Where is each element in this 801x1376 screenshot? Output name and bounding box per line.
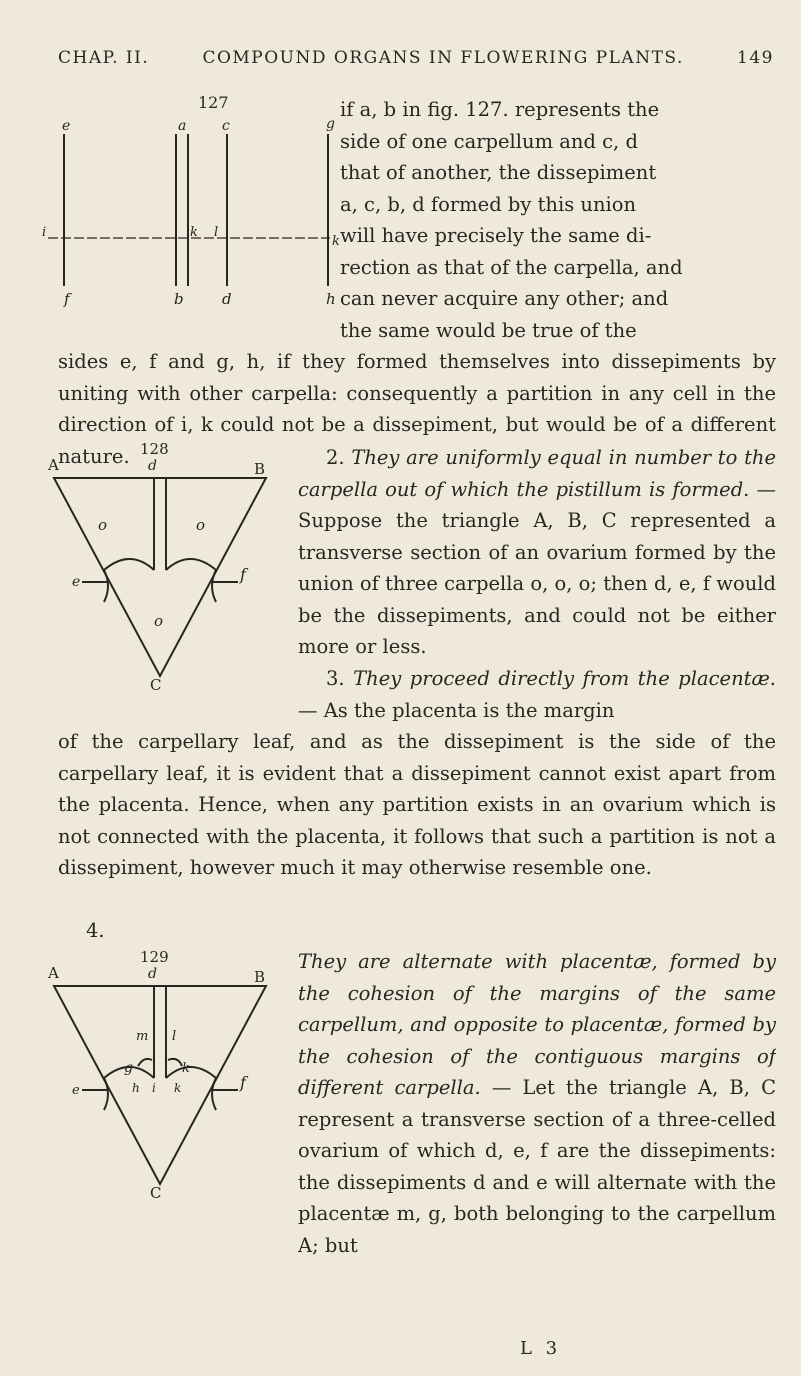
fig129-number: 129 xyxy=(140,948,169,966)
text-line: can never acquire any other; and xyxy=(340,287,669,310)
svg-text:B: B xyxy=(254,460,266,478)
svg-text:l: l xyxy=(214,225,219,240)
svg-text:o: o xyxy=(196,516,206,534)
paragraph-1-side xyxy=(340,94,776,346)
svg-text:d: d xyxy=(222,290,232,308)
fig128-number: 128 xyxy=(140,440,169,458)
svg-text:f: f xyxy=(240,565,246,584)
svg-text:f: f xyxy=(64,290,70,308)
svg-text:e: e xyxy=(62,118,71,134)
svg-text:o: o xyxy=(154,612,164,630)
page-number: 149 xyxy=(737,48,774,68)
text-line: if a, b in fig. 127. represents the xyxy=(340,98,660,121)
svg-text:o: o xyxy=(98,516,108,534)
svg-text:C: C xyxy=(150,676,162,694)
running-header xyxy=(58,48,774,68)
paragraph-2-number: 2. xyxy=(326,446,345,469)
text-line: that of another, the dissepiment xyxy=(340,161,657,184)
chapter-label: CHAP. II. xyxy=(58,48,150,68)
svg-text:C: C xyxy=(150,1184,162,1202)
svg-text:e: e xyxy=(72,574,81,590)
paragraph-4-rest: — Let the triangle A, B, C represent a transverse section of a three-celled ovarium of which d, e, f are the dissepiments: the dissepiments d and e will alternate with the placentæ m, g, both belonging to the carpellum A; but xyxy=(298,1076,776,1257)
paragraph-4-number: 4. xyxy=(86,919,105,942)
paragraph-3-full: of the carpellary leaf, and as the dissepiment is the side of the carpellary leaf, it is evident that a dissepiment cannot exist apart from the placenta. Hence, when any partition exists in an ovarium which is not connected with the placenta, it follows that such a partition is not a dissepiment, however much it may otherwise resemble one. xyxy=(58,730,776,879)
svg-text:c: c xyxy=(222,118,230,134)
svg-text:g: g xyxy=(326,116,335,132)
paragraph-3-head xyxy=(298,663,776,726)
svg-text:a: a xyxy=(178,118,187,134)
svg-text:k: k xyxy=(332,234,340,249)
svg-text:h: h xyxy=(326,290,336,308)
fig127-number: 127 xyxy=(198,93,229,112)
text-line: will have precisely the same di- xyxy=(340,224,652,247)
signature-mark: L 3 xyxy=(520,1338,562,1359)
paragraph-2-body: — Suppose the triangle A, B, C represented a transverse section of an ovarium formed by the union of three carpella o, o, o; then d, e, f would be the dissepiments, and could not be either more or less. xyxy=(298,477,776,658)
paragraph-4 xyxy=(106,915,776,947)
svg-text:m: m xyxy=(136,1029,149,1044)
svg-text:h: h xyxy=(132,1081,140,1095)
figure-127 xyxy=(40,90,340,308)
svg-text:d: d xyxy=(148,966,157,982)
text-line: side of one carpellum and c, d xyxy=(340,129,638,153)
paragraph-3-heading: They proceed directly from the placentæ. xyxy=(353,667,777,690)
text-line: the same would be true of the xyxy=(340,318,637,342)
svg-text:A: A xyxy=(48,964,59,982)
svg-text:i: i xyxy=(152,1081,156,1095)
text-line: rection as that of the carpella, and xyxy=(340,255,683,279)
paragraph-1-full: sides e, f and g, h, if they formed themselves into dissepiments by uniting with other carpella: consequently a partition in any cell in the direction of i, k could not be a dissepiment, but would be of a different nature. xyxy=(58,350,776,468)
paragraph-4-heading: They are alternate with placentæ, formed by the cohesion of the margins of the same carpellum, and opposite to placentæ, formed by the cohesion of the contiguous margins of different carpella. xyxy=(298,950,776,1099)
paragraph-3-side-rest: — As the placenta is the margin xyxy=(298,698,615,722)
running-title: COMPOUND ORGANS IN FLOWERING PLANTS. xyxy=(202,48,684,68)
svg-text:k: k xyxy=(174,1081,182,1095)
figure-129 xyxy=(40,948,280,1202)
svg-text:g: g xyxy=(124,1060,133,1076)
svg-text:B: B xyxy=(254,968,266,986)
paragraph-4-body xyxy=(298,946,776,1336)
paragraph-2 xyxy=(298,442,776,663)
svg-text:A: A xyxy=(48,456,59,474)
svg-text:e: e xyxy=(72,1083,80,1098)
text-line: a, c, b, d formed by this union xyxy=(340,192,637,216)
svg-text:k: k xyxy=(182,1061,190,1076)
svg-text:i: i xyxy=(42,225,47,240)
svg-text:d: d xyxy=(148,458,157,474)
paragraph-2-heading: They are uniformly equal in number to the carpella out of which the pistillum is formed. xyxy=(298,446,777,501)
paragraph-3-number: 3. xyxy=(326,667,345,690)
svg-text:k: k xyxy=(190,225,198,240)
svg-text:f: f xyxy=(240,1073,246,1092)
svg-text:b: b xyxy=(174,290,184,308)
figure-128 xyxy=(40,440,280,694)
svg-text:l: l xyxy=(172,1029,177,1044)
